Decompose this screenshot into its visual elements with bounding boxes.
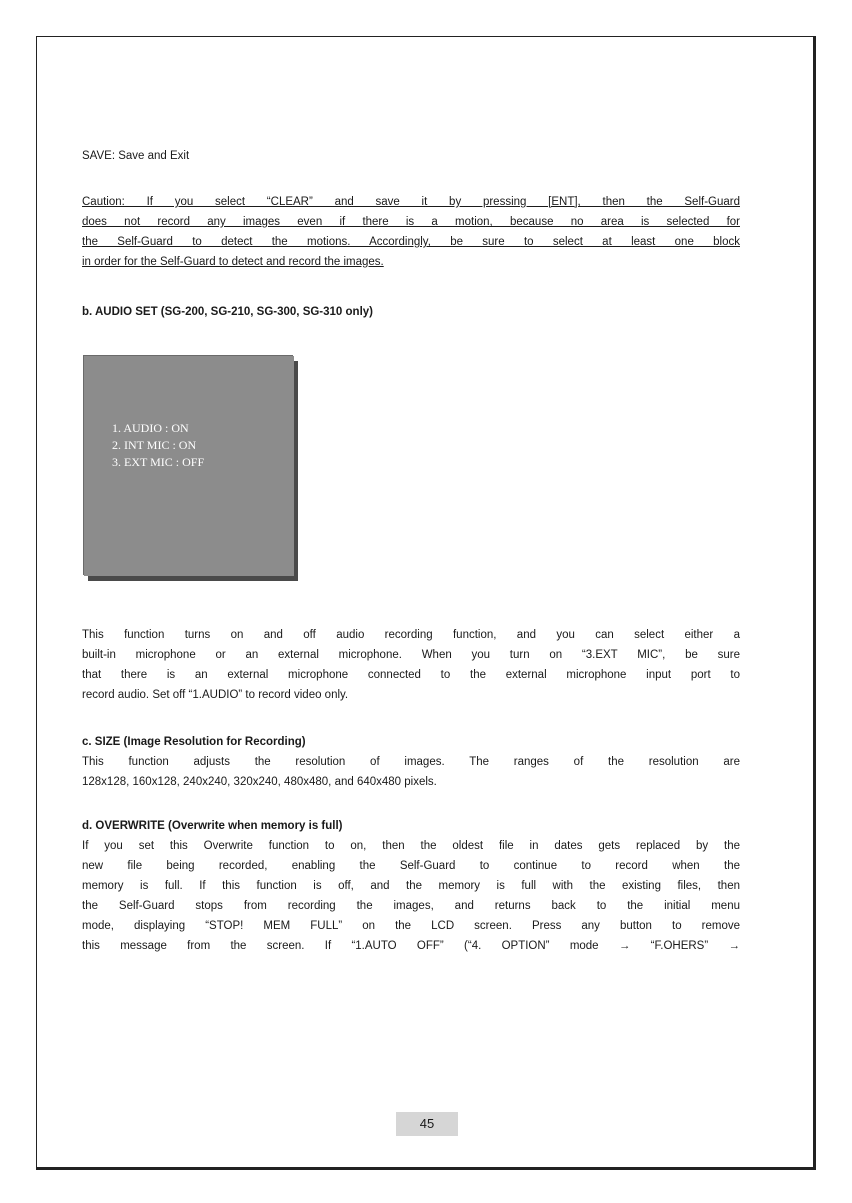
menu-item-audio: 1. AUDIO : ON bbox=[112, 421, 189, 435]
menu-item-int-mic: 2. INT MIC : ON bbox=[112, 438, 197, 452]
menu-item-ext-mic: 3. EXT MIC : OFF bbox=[112, 455, 205, 469]
audio-set-heading: b. AUDIO SET (SG-200, SG-210, SG-300, SG-310 only) bbox=[82, 306, 373, 318]
paragraph-line: this message from the screen. If “1.AUTO OFF” (“4. OPTION” mode → “F.OHERS” → bbox=[82, 940, 740, 952]
overwrite-section bbox=[82, 816, 740, 956]
audio-description bbox=[82, 625, 740, 705]
paragraph-line: new file being recorded, enabling the Self-Guard to continue to record when the bbox=[82, 860, 740, 872]
paragraph-line: memory is full. If this function is off, and the memory is full with the existing files, then bbox=[82, 880, 740, 892]
size-section bbox=[82, 732, 740, 792]
paragraph-line: that there is an external microphone connected to the external microphone input port to bbox=[82, 669, 740, 681]
paragraph-line: the Self-Guard stops from recording the images, and returns back to the initial menu bbox=[82, 900, 740, 912]
size-heading: c. SIZE (Image Resolution for Recording) bbox=[82, 736, 306, 748]
caution-line: Caution: If you select “CLEAR” and save it by pressing [ENT], then the Self-Guard bbox=[82, 196, 740, 208]
save-line: SAVE: Save and Exit bbox=[82, 150, 190, 162]
paragraph-line: If you set this Overwrite function to on, then the oldest file in dates gets replaced by the bbox=[82, 840, 740, 852]
page-number: 45 bbox=[396, 1112, 458, 1136]
paragraph-line: This function adjusts the resolution of images. The ranges of the resolution are bbox=[82, 756, 740, 768]
paragraph-line: This function turns on and off audio recording function, and you can select either a bbox=[82, 629, 740, 641]
audio-menu-screen bbox=[84, 356, 294, 576]
caution-line: does not record any images even if there is a motion, because no area is selected for bbox=[82, 216, 740, 228]
paragraph-line: 128x128, 160x128, 240x240, 320x240, 480x480, and 640x480 pixels. bbox=[82, 776, 437, 788]
overwrite-heading: d. OVERWRITE (Overwrite when memory is full) bbox=[82, 820, 343, 832]
caution-paragraph bbox=[82, 192, 740, 272]
caution-line: the Self-Guard to detect the motions. Accordingly, be sure to select at least one block bbox=[82, 236, 740, 248]
caution-line: in order for the Self-Guard to detect and record the images. bbox=[82, 256, 384, 268]
paragraph-line: built-in microphone or an external microphone. When you turn on “3.EXT MIC”, be sure bbox=[82, 649, 740, 661]
paragraph-line: record audio. Set off “1.AUDIO” to record video only. bbox=[82, 689, 349, 701]
paragraph-line: mode, displaying “STOP! MEM FULL” on the LCD screen. Press any button to remove bbox=[82, 920, 740, 932]
